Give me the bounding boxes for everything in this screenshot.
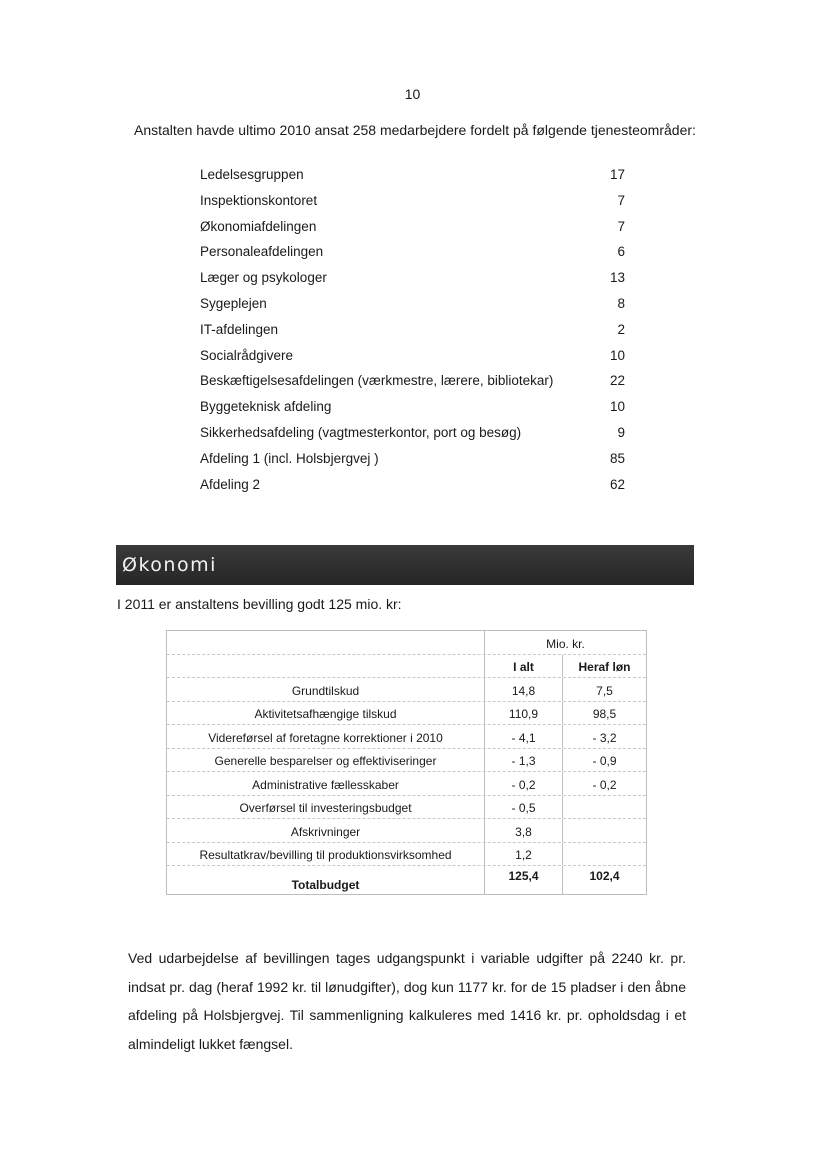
budget-header-wage: Heraf løn: [578, 660, 631, 674]
staff-row: [200, 162, 625, 188]
budget-row-wage: 98,5: [592, 707, 617, 721]
budget-row: [167, 819, 646, 843]
staff-department: Socialrådgivere: [200, 347, 294, 363]
staff-department: Økonomiafdelingen: [200, 218, 317, 234]
staff-count: 62: [609, 476, 625, 492]
budget-row-wage: [563, 796, 646, 819]
staff-list: [200, 162, 625, 497]
budget-row-total: - 0,2: [485, 772, 563, 795]
budget-row-label: Aktivitetsafhængige tilskud: [167, 702, 485, 725]
page-number: 10: [404, 86, 421, 102]
budget-header-blank: [167, 655, 485, 678]
staff-row: [200, 265, 625, 291]
staff-intro: Anstalten havde ultimo 2010 ansat 258 medarbejdere fordelt på følgende tjenesteområder:: [134, 122, 696, 138]
budget-intro: I 2011 er anstaltens bevilling godt 125 mio. kr:: [117, 596, 402, 612]
staff-count: 13: [609, 270, 625, 286]
staff-row: [200, 188, 625, 214]
budget-row-label: Resultatkrav/bevilling til produktionsvirksomhed: [167, 843, 485, 866]
budget-row-wage: 7,5: [596, 683, 613, 698]
budget-header-total: I alt: [485, 655, 563, 678]
budget-row-total: 125,4: [485, 866, 563, 894]
staff-department: Personaleafdelingen: [200, 244, 324, 260]
budget-row-wage: 102,4: [589, 869, 620, 883]
budget-row: [167, 749, 646, 773]
staff-department: Sygeplejen: [200, 295, 267, 311]
budget-row-label: Videreførsel af foretagne korrektioner i 2010: [167, 725, 485, 748]
budget-header-row-cols: [167, 655, 646, 679]
staff-department: Sikkerhedsafdeling (vagtmesterkontor, port og besøg): [200, 424, 522, 440]
budget-row: [167, 725, 646, 749]
budget-row-label: Grundtilskud: [167, 678, 485, 701]
staff-row: [200, 472, 625, 498]
staff-count: 6: [617, 244, 625, 260]
budget-row-wage: - 0,2: [592, 777, 617, 792]
budget-row-wage: - 3,2: [592, 730, 617, 745]
staff-row: [200, 317, 625, 343]
budget-row: [167, 796, 646, 820]
staff-row: [200, 420, 625, 446]
budget-table: [166, 630, 647, 895]
budget-row-label: Overførsel til investeringsbudget: [167, 796, 485, 819]
staff-department: Afdeling 2: [200, 476, 261, 492]
budget-row-total: 1,2: [485, 843, 563, 866]
budget-row-total: 14,8: [485, 678, 563, 701]
staff-department: IT-afdelingen: [200, 321, 279, 337]
budget-row-wage: - 0,9: [592, 754, 617, 768]
staff-row: [200, 446, 625, 472]
budget-row-label: Administrative fællesskaber: [167, 772, 485, 795]
budget-header-blank: [167, 631, 485, 654]
staff-department: Afdeling 1 (incl. Holsbjergvej ): [200, 450, 379, 466]
budget-row: [167, 678, 646, 702]
staff-count: 9: [617, 424, 625, 440]
budget-row-wage: [563, 843, 646, 866]
budget-header-unit: Mio. kr.: [546, 636, 585, 651]
budget-row-total: - 0,5: [485, 796, 563, 819]
staff-department: Inspektionskontoret: [200, 192, 318, 208]
staff-row: [200, 368, 625, 394]
staff-count: 8: [617, 295, 625, 311]
staff-row: [200, 214, 625, 240]
budget-row-total: 110,9: [485, 702, 563, 725]
staff-count: 22: [609, 373, 625, 389]
budget-row-label: Afskrivninger: [167, 819, 485, 842]
budget-row: [167, 843, 646, 867]
budget-paragraph: Ved udarbejdelse af bevillingen tages udgangspunkt i variable udgifter på 2240 kr. pr. indsat pr. dag (heraf 1992 kr. til lønudgifter), dog kun 1177 kr. for de 15 pladser i den åbne afdeling på Holsbjergvej. Til sammenligning kalkuleres med 1416 kr. pr. opholdsdag i et almindeligt lukket fængsel.: [128, 950, 686, 1052]
staff-department: Læger og psykologer: [200, 270, 327, 286]
budget-row-total: 3,8: [485, 819, 563, 842]
budget-total-row: [167, 866, 646, 894]
staff-count: 10: [609, 347, 625, 363]
staff-count: 7: [617, 218, 625, 234]
staff-count: 10: [609, 399, 625, 415]
budget-row-total: - 1,3: [485, 749, 563, 772]
staff-department: Ledelsesgruppen: [200, 167, 304, 182]
section-banner-economy: Økonomi: [116, 545, 694, 585]
staff-count: 2: [617, 321, 625, 337]
staff-count: 7: [617, 192, 625, 208]
budget-row-label: Totalbudget: [167, 866, 485, 894]
budget-row: [167, 772, 646, 796]
staff-count: 17: [609, 167, 625, 182]
staff-row: [200, 291, 625, 317]
budget-row-wage: [563, 819, 646, 842]
budget-row-label: Generelle besparelser og effektiviseringer: [167, 749, 485, 772]
staff-department: Byggeteknisk afdeling: [200, 399, 332, 415]
budget-row-total: - 4,1: [485, 725, 563, 748]
budget-row: [167, 702, 646, 726]
staff-count: 85: [609, 450, 625, 466]
staff-row: [200, 343, 625, 369]
staff-row: [200, 239, 625, 265]
staff-department: Beskæftigelsesafdelingen (værkmestre, lærere, bibliotekar): [200, 373, 554, 389]
staff-row: [200, 394, 625, 420]
budget-header-row-unit: [167, 631, 646, 655]
